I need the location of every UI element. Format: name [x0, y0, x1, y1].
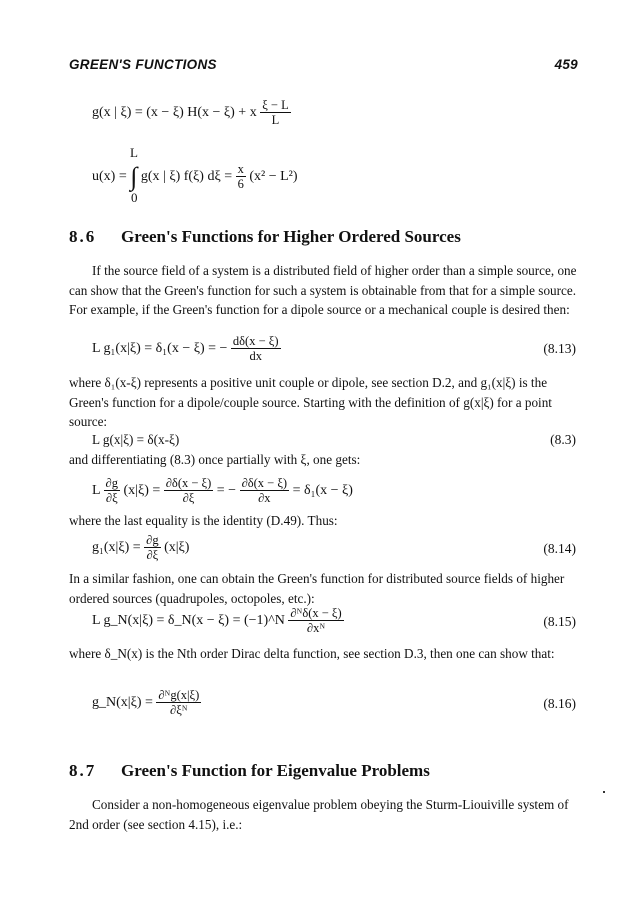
paragraph-6: where δ_N(x) is the Nth order Dirac delta function, see section D.3, then one can show that:: [69, 646, 555, 661]
equation-text: g_N(x|ξ) =: [92, 695, 153, 711]
section-number: 8.6: [69, 227, 97, 246]
paragraph-7: Consider a non-homogeneous eigenvalue problem obeying the Sturm-Liouiville system of 2nd order (see section 4.15), i.e.:: [69, 797, 569, 832]
equation-number-8-16: (8.16): [543, 696, 576, 711]
fraction-numerator: x: [237, 162, 244, 176]
equation-number-8-15: (8.15): [543, 614, 576, 629]
fraction-denominator: L: [271, 113, 280, 128]
equation-text: g₁(x|ξ) =: [92, 540, 141, 556]
paragraph-1: If the source field of a system is a distributed field of higher order than a simple source, one can show that the Green's function for such a system is obtainable from that for a simple source. For example, if the Green's function for a dipole source or a mechanical couple is desired then:: [69, 263, 577, 317]
fraction-numerator: ∂g: [105, 476, 118, 490]
equation-text: L g_N(x|ξ) = δ_N(x − ξ) = (−1)^N: [92, 613, 285, 629]
equation-8-15: [92, 606, 344, 636]
fraction-denominator: ∂ξᴺ: [170, 703, 188, 718]
equation-text: (x|ξ) =: [123, 483, 161, 499]
equation-number-8-3: (8.3): [550, 432, 576, 447]
equation-8-16: [92, 688, 201, 718]
section-number: 8.7: [69, 761, 97, 780]
fraction: [288, 606, 343, 636]
section-heading-8-6: [69, 227, 461, 247]
equation-text: L g₁(x|ξ) = δ₁(x − ξ) = −: [92, 341, 228, 357]
fraction: [260, 98, 291, 128]
equation-text: (x|ξ): [164, 540, 190, 556]
equation-number-8-13: (8.13): [543, 341, 576, 356]
equation-derivative: [92, 476, 353, 506]
integral-sign-icon: ∫: [130, 161, 138, 191]
fraction: [104, 476, 120, 506]
fraction: [236, 162, 246, 192]
equation-number-8-14: (8.14): [543, 541, 576, 556]
running-header-title: GREEN'S FUNCTIONS: [69, 57, 217, 72]
fraction: [231, 334, 281, 364]
fraction-numerator: ∂ᴺδ(x − ξ): [290, 606, 342, 620]
fraction-numerator: ∂ᴺg(x|ξ): [158, 688, 200, 702]
paragraph-2: where δ₁(x-ξ) represents a positive unit couple or dipole, see section D.2, and g₁(x|ξ) is the Green's function for a dipole/couple source. Starting with the definition of g(x|ξ) for a point source:: [69, 375, 552, 429]
fraction-numerator: dδ(x − ξ): [232, 334, 279, 348]
fraction-numerator: ∂δ(x − ξ): [241, 476, 288, 490]
fraction-denominator: ∂ξ: [182, 491, 195, 506]
section-heading-8-7: [69, 761, 430, 781]
equation-text: (x² − L²): [249, 169, 298, 185]
speck-mark: [603, 791, 605, 793]
fraction: [240, 476, 290, 506]
fraction-denominator: 6: [237, 177, 244, 192]
paragraph-4: where the last equality is the identity (D.49). Thus:: [69, 513, 338, 528]
equation-text: L: [92, 483, 101, 499]
equation-8-14: [92, 533, 189, 563]
fraction-denominator: ∂x: [258, 491, 271, 506]
equation-u-solution: [92, 162, 298, 192]
section-title: Green's Function for Eigenvalue Problems: [121, 761, 430, 780]
fraction-numerator: ∂δ(x − ξ): [165, 476, 212, 490]
equation-8-13: [92, 334, 281, 364]
fraction: [164, 476, 214, 506]
fraction-denominator: ∂xᴺ: [306, 621, 326, 636]
equation-g-definition: [92, 98, 291, 128]
fraction-numerator: ξ − L: [262, 98, 289, 112]
equation-text: g(x | ξ) f(ξ) dξ =: [140, 169, 233, 185]
equation-text: = −: [216, 483, 237, 499]
fraction: [156, 688, 201, 718]
integral-upper-limit: L: [130, 145, 138, 160]
fraction-denominator: dx: [249, 349, 262, 364]
integral-lower-limit: 0: [131, 190, 138, 205]
fraction-denominator: ∂ξ: [105, 491, 118, 506]
fraction: [144, 533, 160, 563]
paragraph-3: and differentiating (8.3) once partially with ξ, one gets:: [69, 452, 361, 467]
equation-8-3: L g(x|ξ) = δ(x-ξ): [92, 432, 180, 447]
equation-text: = δ₁(x − ξ): [292, 483, 353, 499]
equation-text: u(x) =: [92, 169, 127, 185]
fraction-denominator: ∂ξ: [146, 548, 159, 563]
equation-text: g(x | ξ) = (x − ξ) H(x − ξ) + x: [92, 105, 257, 121]
section-title: Green's Functions for Higher Ordered Sources: [121, 227, 461, 246]
fraction-numerator: ∂g: [146, 533, 159, 547]
page-number: 459: [554, 57, 578, 72]
paragraph-5: In a similar fashion, one can obtain the Green's function for distributed source fields of higher ordered sources (quadrupoles, octopoles, etc.):: [69, 571, 565, 606]
